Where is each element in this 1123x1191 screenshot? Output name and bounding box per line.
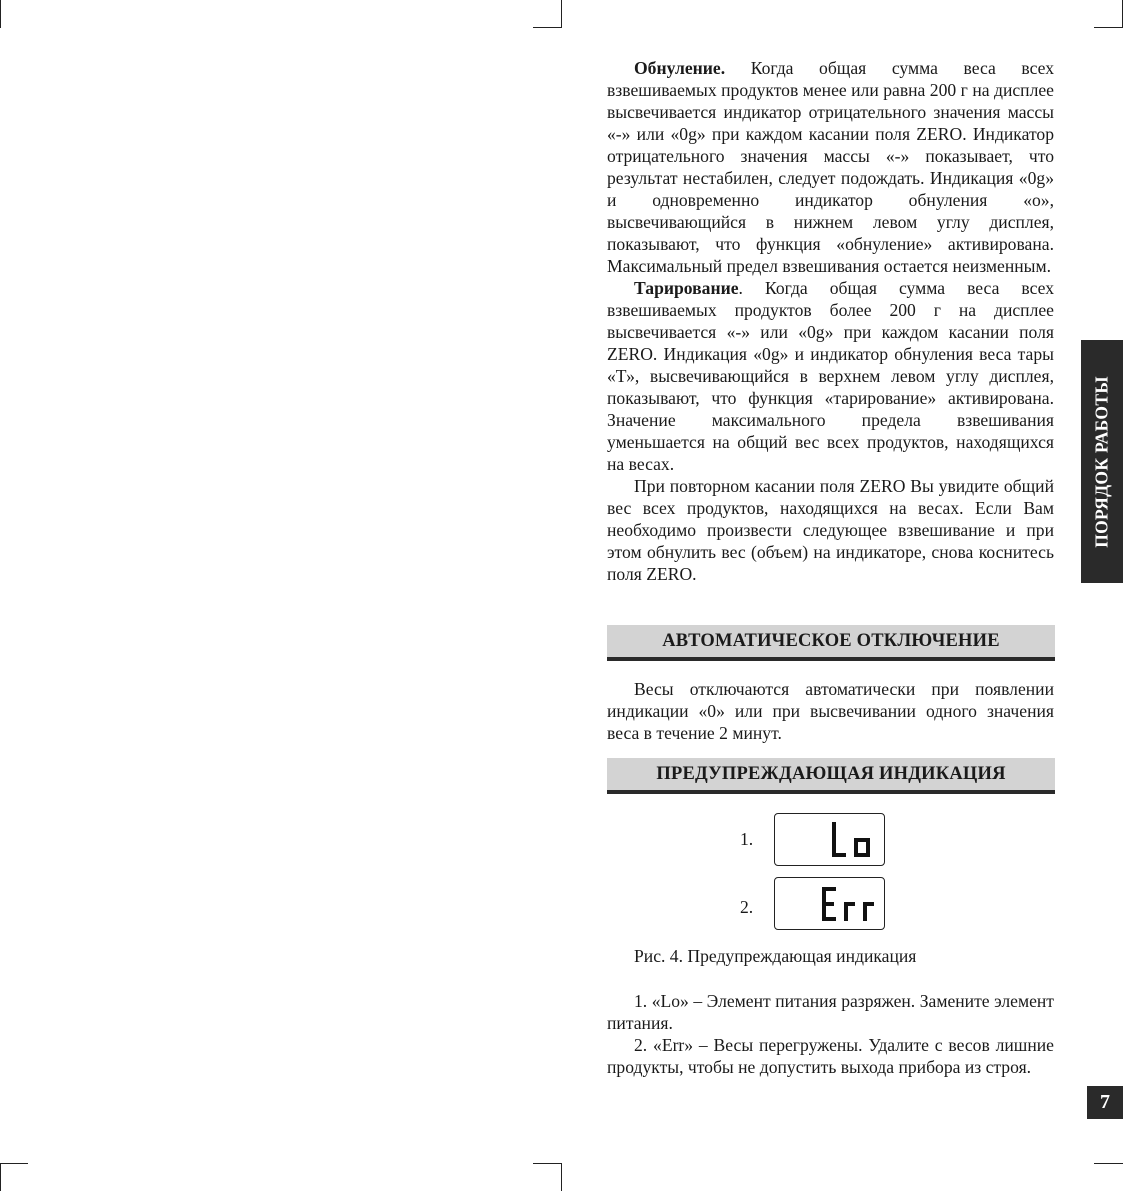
crop-mark	[1094, 27, 1123, 28]
lcd-digits-lo	[820, 820, 880, 860]
auto-off-section	[607, 678, 1054, 744]
crop-mark	[1094, 1163, 1123, 1164]
warning-notes	[607, 990, 1054, 1078]
crop-mark	[561, 0, 562, 28]
crop-mark	[533, 27, 561, 28]
crop-mark	[0, 0, 1, 28]
auto-off-heading: АВТОМАТИЧЕСКОЕ ОТКЛЮЧЕНИЕ	[607, 625, 1055, 661]
instructions-column	[607, 57, 1054, 585]
display-label-1: 1.	[740, 829, 754, 849]
page-number: 7	[1087, 1086, 1123, 1119]
crop-mark	[0, 1163, 28, 1164]
section-side-tab-label: ПОРЯДОК РАБОТЫ	[1091, 375, 1112, 548]
lcd-display-err	[774, 877, 885, 930]
tare-term: Тарирование	[634, 278, 739, 298]
note-err: 2. «Err» – Весы перегружены. Удалите с весов лишние продукты, чтобы не допустить выхода прибора из строя.	[607, 1035, 1054, 1077]
auto-off-paragraph: Весы отключаются автоматически при появлении индикации «0» или при высвечивании одного значения веса в течение 2 минут.	[607, 679, 1054, 743]
lcd-digits-err	[820, 884, 880, 924]
figure-caption-block	[607, 945, 1054, 967]
zeroing-term: Обнуление.	[634, 58, 726, 78]
lcd-display-lo	[774, 813, 885, 866]
display-label-2: 2.	[740, 897, 754, 917]
crop-mark	[0, 1163, 1, 1191]
figure-caption: Рис. 4. Предупреждающая индикация	[634, 946, 917, 966]
repeat-paragraph: При повторном касании поля ZERO Вы увидите общий вес всех продуктов, находящихся на весах. Если Вам необходимо произвести следующее взвешивание и при этом обнулить вес (объем) на индикаторе, снова коснитесь поля ZERO.	[607, 476, 1054, 584]
zeroing-text: Когда общая сумма веса всех взвешиваемых продуктов менее или равна 200 г на дисплее высвечивается индикатор отрицательного значения массы «-» или «0g» при каждом касании поля ZERO. Индикатор отрицательного значения массы «-» показывает, что результат нестабилен, следует подождать. Индикация «0g» и одновременно индикатор обнуления «о», высвечивающийся в нижнем левом углу дисплея, показывают, что функция «обнуление» активирована. Максимальный предел взвешивания остается неизменным.	[607, 58, 1054, 276]
zeroing-paragraph	[607, 57, 1054, 277]
tare-paragraph	[607, 277, 1054, 475]
crop-mark	[561, 1163, 562, 1191]
tare-text: . Когда общая сумма веса всех взвешиваемых продуктов более 200 г на дисплее высвечивается «-» или «0g» при каждом касании поля ZERO. Индикация «0g» и индикатор обнуления веса тары «Т», высвечивающийся в верхнем левом углу дисплея, показывают, что функция «тарирование» активирована. Значение максимального предела взвешивания уменьшается на общий вес всех продуктов, находящихся на весах.	[607, 278, 1054, 474]
warning-heading: ПРЕДУПРЕЖДАЮЩАЯ ИНДИКАЦИЯ	[607, 758, 1055, 794]
crop-mark	[533, 1163, 561, 1164]
section-side-tab	[1081, 340, 1123, 583]
note-lo: 1. «Lo» – Элемент питания разряжен. Замените элемент питания.	[607, 991, 1054, 1033]
